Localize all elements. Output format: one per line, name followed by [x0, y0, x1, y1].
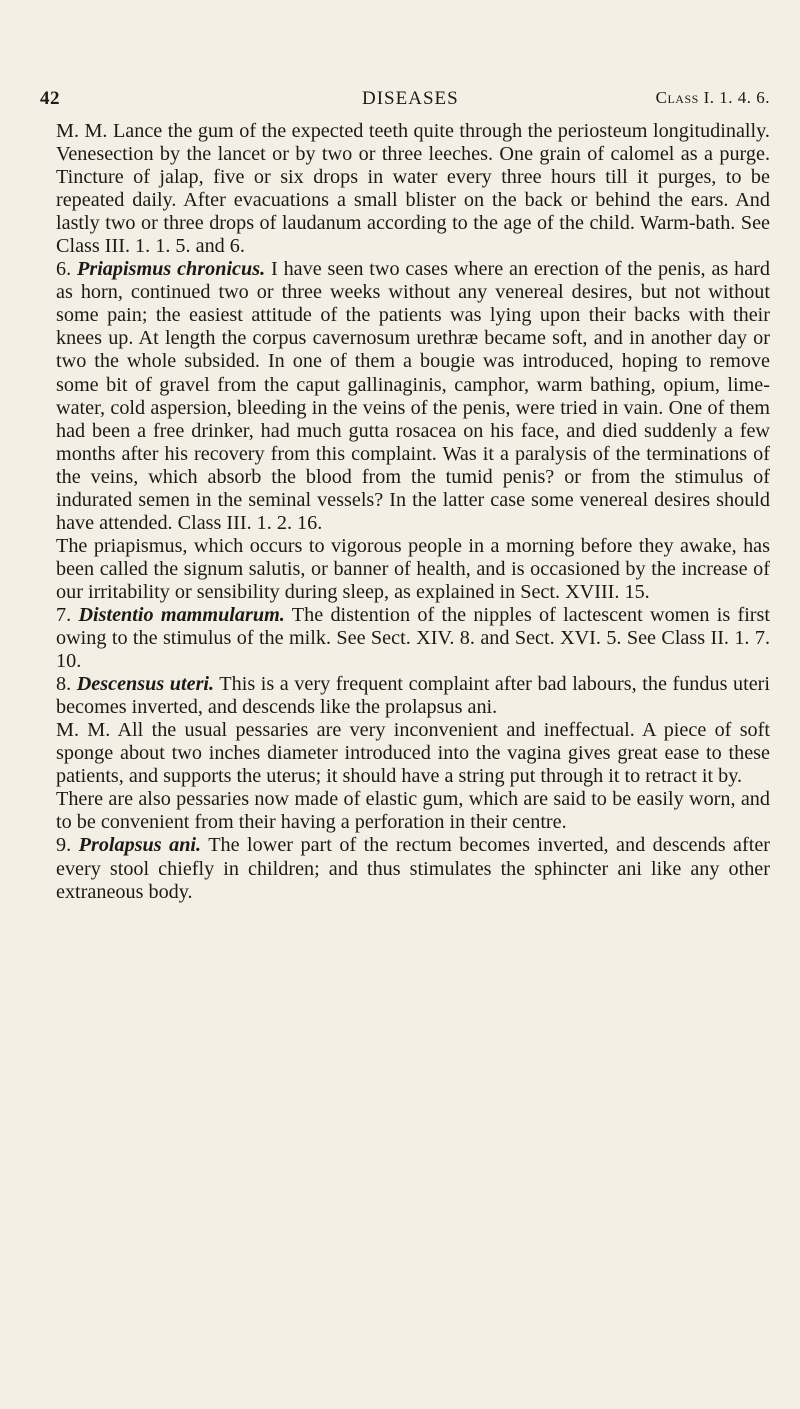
- paragraph-title: Prolapsus ani.: [78, 834, 202, 857]
- paragraph-lead: 8.: [56, 673, 72, 696]
- paragraph-title: Priapismus chronicus.: [77, 258, 266, 281]
- paragraph: [56, 258, 770, 535]
- paragraph-text: Lance the gum of the expected teeth quite through the periosteum longitudinally. Venesection by the lancet or by two or three leeches. One grain of calomel as a purge. Tincture of jalap, five or six drops in water every three hours till it purges, to be repeated daily. After evacuations a small blister on the back or behind the ears. And lastly two or three drops of laudanum according to the age of the child. Warm-bath. See Class III. 1. 1. 5. and 6.: [56, 120, 770, 258]
- paragraph-lead: M. M.: [56, 120, 108, 142]
- paragraph: [56, 834, 770, 903]
- running-title: DISEASES: [362, 88, 459, 109]
- paragraph: [56, 120, 770, 258]
- class-reference: [656, 88, 770, 108]
- paragraph-title: Descensus uteri.: [76, 673, 215, 696]
- paragraph: [56, 535, 770, 604]
- paragraph-text: I have seen two cases where an erection of the penis, as hard as horn, continued two or three weeks without any venereal desires, but not without some pain; the easiest attitude of the patients was lying upon their backs with their knees up. At length the corpus cavernosum urethræ became soft, and in another day or two the whole subsided. In one of them a bougie was introduced, hoping to remove some bit of gravel from the caput gallinaginis, camphor, warm bathing, opium, lime-water, cold aspersion, bleeding in the veins of the penis, were tried in vain. One of them had been a free drinker, had much gutta rosacea on his face, and died suddenly a few months after his recovery from this complaint. Was it a paralysis of the terminations of the veins, which absorb the blood from the tumid penis? or from the stimulus of indurated semen in the seminal vessels? In the latter case some venereal desires should have attended. Class III. 1. 2. 16.: [56, 258, 770, 534]
- paragraph: [56, 604, 770, 673]
- paragraph-text: All the usual pessaries are very inconvenient and ineffectual. A piece of soft sponge about two inches diameter introduced into the vagina gives great ease to these patients, and supports the uterus; it should have a string put through it to retract it by.: [56, 719, 770, 788]
- running-head: [40, 88, 770, 118]
- paragraph-text: The lower part of the rectum becomes inverted, and descends after every stool chiefly in children; and thus stimulates the sphincter ani like any other extraneous body.: [56, 834, 770, 903]
- paragraph: [56, 788, 770, 834]
- paragraph-title: Distentio mammularum.: [78, 603, 285, 626]
- paragraph-text: The distention of the nipples of lactescent women is first owing to the stimulus of the milk. See Sect. XIV. 8. and Sect. XVI. 5. See Class II. 1. 7. 10.: [56, 603, 770, 673]
- page-number: 42: [40, 88, 60, 109]
- paragraph-lead: 6.: [56, 258, 72, 281]
- paragraph-lead: M. M.: [56, 719, 111, 742]
- class-prefix: Class: [655, 88, 699, 107]
- class-number: I. 1. 4. 6.: [703, 88, 770, 107]
- body-text: [56, 120, 770, 904]
- paragraph: [56, 673, 770, 719]
- paragraph-text: There are also pessaries now made of elastic gum, which are said to be easily worn, and to be convenient from their having a perforation in their centre.: [56, 788, 770, 834]
- paragraph: [56, 719, 770, 788]
- paragraph-text: This is a very frequent complaint after bad labours, the fundus uteri becomes inverted, and descends like the prolapsus ani.: [56, 673, 771, 719]
- paragraph-lead: 9.: [56, 834, 72, 857]
- paragraph-text: The priapismus, which occurs to vigorous people in a morning before they awake, has been called the signum salutis, or banner of health, and is occasioned by the increase of our irritability or sensibility during sleep, as explained in Sect. XVIII. 15.: [56, 534, 770, 603]
- paragraph-lead: 7.: [56, 603, 72, 626]
